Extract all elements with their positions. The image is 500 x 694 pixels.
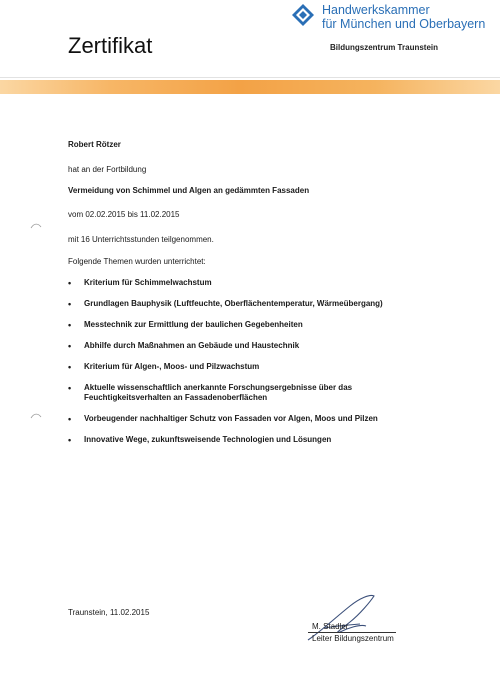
bullet-icon: • [68,278,72,288]
logo-line-1: Handwerkskammer [322,3,430,17]
bullet-icon: • [68,383,72,393]
list-item: • Kriterium für Schimmelwachstum [68,278,212,288]
header-rule [0,77,500,78]
training-center-name: Bildungszentrum Traunstein [330,43,439,52]
logo-line-2: für München und Oberbayern [322,17,486,31]
bullet-icon: • [68,320,72,330]
signer-role: Leiter Bildungszentrum [312,634,394,643]
list-item: • Abhilfe durch Maßnahmen an Gebäude und Haustechnik [68,341,300,351]
list-item: • Aktuelle wissenschaftlich anerkannte Forschungsergebnisse über das Feuchtigkeitsverhalten an Fassadenoberflächen [68,383,353,402]
list-item: • Vorbeugender nachhaltiger Schutz von Fassaden vor Algen, Moos und Pilzen [68,414,378,424]
bullet-icon: • [68,435,72,445]
list-item: • Kriterium für Algen-, Moos- und Pilzwachstum [68,362,260,372]
bullet-icon: • [68,362,72,372]
page-title: Zertifikat [68,33,153,58]
place-and-date: Traunstein, 11.02.2015 [68,608,150,617]
list-item: • Messtechnik zur Ermittlung der baulichen Gegebenheiten [68,320,303,330]
course-dates: vom 02.02.2015 bis 11.02.2015 [68,210,180,219]
course-hours: mit 16 Unterrichtsstunden teilgenommen. [68,235,214,244]
topics-list [68,278,428,445]
chamber-logo-icon [292,4,314,26]
course-title: Vermeidung von Schimmel und Algen an gedämmten Fassaden [68,186,310,195]
recipient-name: Robert Rötzer [68,140,121,149]
punch-mark-icon [30,222,42,230]
intro-text: hat an der Fortbildung [68,165,147,174]
list-item: • Grundlagen Bauphysik (Luftfeuchte, Oberflächentemperatur, Wärmeübergang) [68,299,383,309]
bullet-icon: • [68,299,72,309]
header-band [0,80,500,94]
punch-mark-icon [30,412,42,420]
list-item: • Innovative Wege, zukunftsweisende Technologien und Lösungen [68,435,332,445]
bullet-icon: • [68,414,72,424]
bullet-icon: • [68,341,72,351]
signature-line [308,632,396,633]
topics-intro: Folgende Themen wurden unterrichtet: [68,257,206,266]
signer-name: M. Stadler [312,622,349,631]
